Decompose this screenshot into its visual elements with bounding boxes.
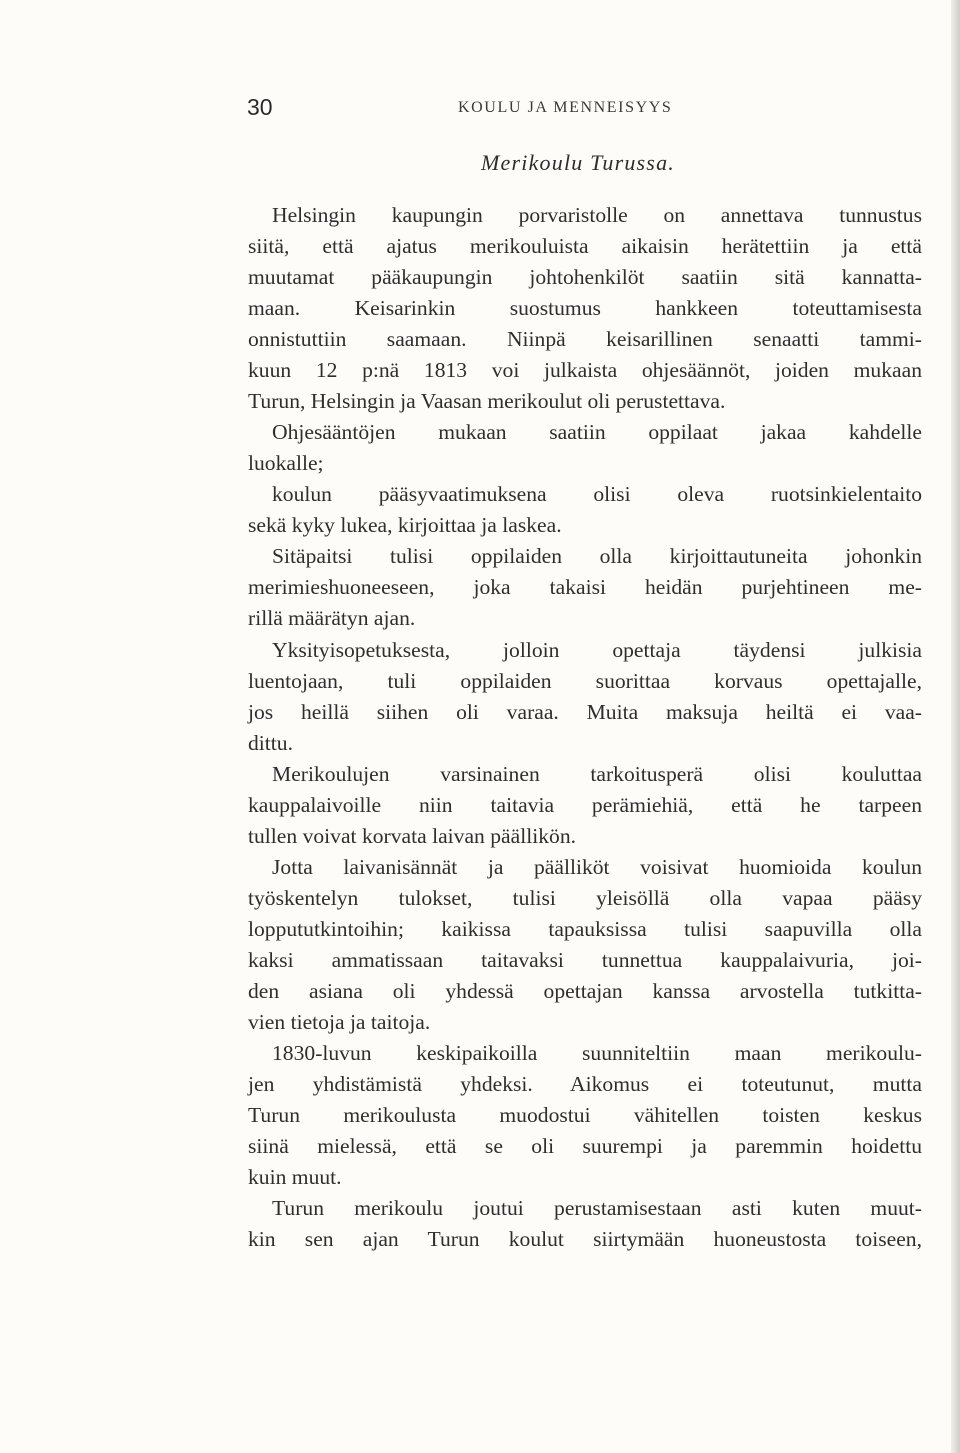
text-line: luentojaan, tuli oppilaiden suorittaa korvaus opettajalle, — [248, 669, 922, 693]
text-line: kuin muut. — [248, 1165, 342, 1189]
text-line: jos heillä siihen oli varaa. Muita maksuja heiltä ei vaa- — [248, 700, 922, 724]
text-line: kuun 12 p:nä 1813 voi julkaista ohjesäännöt, joiden mukaan — [248, 358, 922, 382]
text-line: Turun merikoulusta muodostui vähitellen toisten keskus — [248, 1103, 922, 1127]
text-line: kin sen ajan Turun koulut siirtymään huoneustosta toiseen, — [248, 1227, 922, 1251]
text-line: sekä kyky lukea, kirjoittaa ja laskea. — [248, 513, 562, 537]
text-line: luokalle; — [248, 451, 324, 475]
text-line: Yksityisopetuksesta, jolloin opettaja täydensi julkisia — [272, 638, 922, 662]
text-line: onnistuttiin saamaan. Niinpä keisarillinen senaatti tammi- — [248, 327, 922, 351]
text-line: siinä mielessä, että se oli suurempi ja paremmin hoidettu — [248, 1134, 922, 1158]
text-line: den asiana oli yhdessä opettajan kanssa arvostella tutkitta- — [248, 979, 922, 1003]
section-title: Merikoulu Turussa. — [481, 150, 675, 175]
text-line: muutamat pääkaupungin johtohenkilöt saatiin sitä kannatta- — [248, 265, 922, 289]
running-head: KOULU JA MENNEISYYS — [458, 99, 673, 116]
text-line: merimieshuoneeseen, joka takaisi heidän purjehtineen me- — [248, 575, 922, 599]
text-line: 1830-luvun keskipaikoilla suunniteltiin maan merikoulu- — [272, 1041, 922, 1065]
text-line: loppututkintoihin; kaikissa tapauksissa tulisi saapuvilla olla — [248, 917, 922, 941]
text-line: Ohjesääntöjen mukaan saatiin oppilaat jakaa kahdelle — [272, 420, 922, 444]
text-line: työskentelyn tulokset, tulisi yleisöllä olla vapaa pääsy — [248, 886, 922, 910]
text-line: siitä, että ajatus merikouluista aikaisin herätettiin ja että — [248, 234, 922, 258]
text-line: kaksi ammatissaan taitavaksi tunnettua kauppalaivuria, joi- — [248, 948, 922, 972]
text-line: kauppalaivoille niin taitavia perämiehiä, että he tarpeen — [248, 793, 922, 817]
page-number: 30 — [247, 94, 273, 120]
text-line: jen yhdistämistä yhdeksi. Aikomus ei toteutunut, mutta — [248, 1072, 922, 1096]
text-line: koulun pääsyvaatimuksena olisi oleva ruotsinkielentaito — [272, 482, 922, 506]
text-line: Jotta laivanisännät ja päälliköt voisivat huomioida koulun — [272, 855, 922, 879]
text-line: Turun merikoulu joutui perustamisestaan asti kuten muut- — [272, 1196, 922, 1220]
page-edge-shadow — [951, 0, 960, 1453]
text-line: rillä määrätyn ajan. — [248, 606, 416, 630]
text-line: Merikoulujen varsinainen tarkoitusperä olisi kouluttaa — [272, 762, 922, 786]
text-line: Turun, Helsingin ja Vaasan merikoulut oli perustettava. — [248, 389, 726, 413]
text-line: dittu. — [248, 731, 293, 755]
text-line: Sitäpaitsi tulisi oppilaiden olla kirjoittautuneita johonkin — [272, 544, 922, 568]
text-line: maan. Keisarinkin suostumus hankkeen toteuttamisesta — [248, 296, 922, 320]
text-line: tullen voivat korvata laivan päällikön. — [248, 824, 577, 848]
text-line: vien tietoja ja taitoja. — [248, 1010, 431, 1034]
text-line: Helsingin kaupungin porvaristolle on annettava tunnustus — [272, 203, 922, 227]
